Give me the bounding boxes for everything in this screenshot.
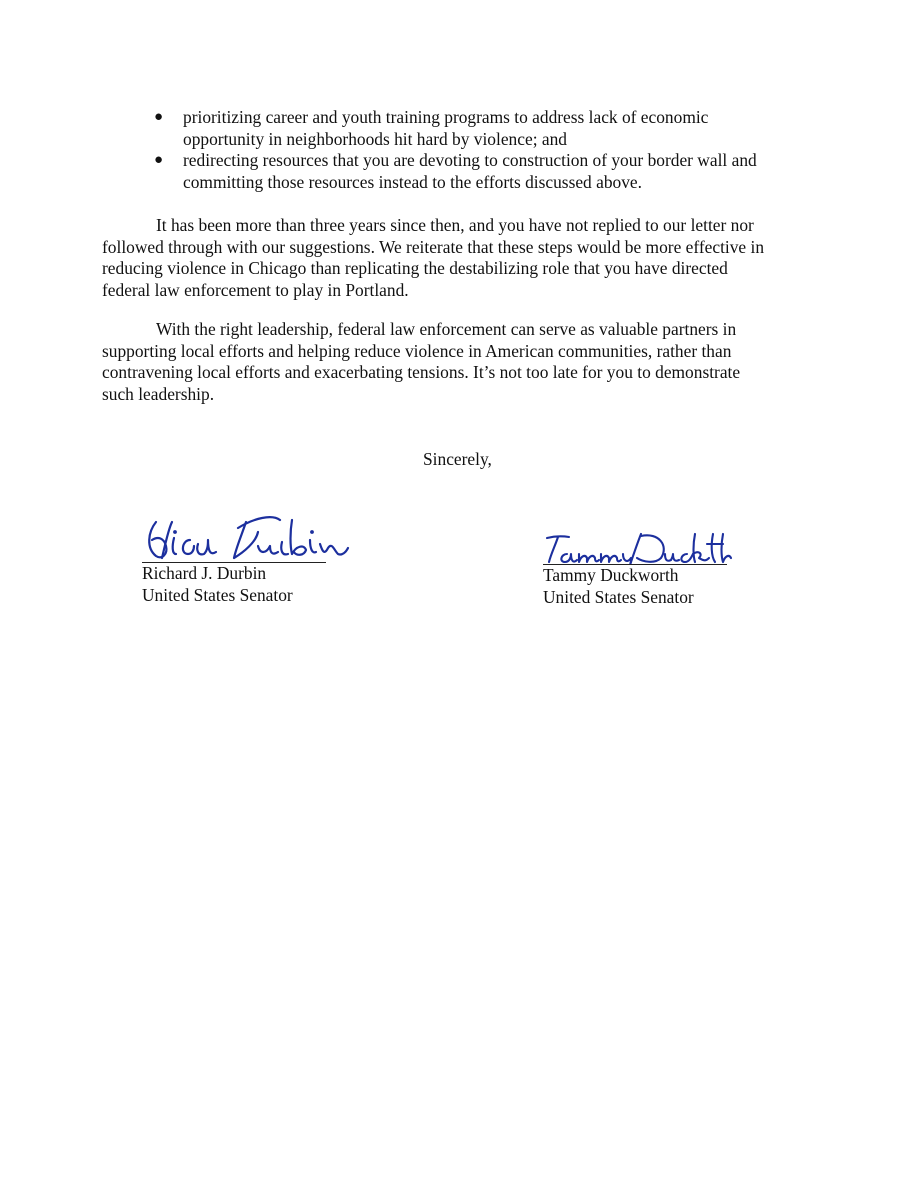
paragraph-line: federal law enforcement to play in Portland. <box>102 279 409 300</box>
signatory-name: Tammy Duckworth <box>543 565 679 585</box>
bullet-line: opportunity in neighborhoods hit hard by violence; and <box>183 128 567 149</box>
signature-block-duckworth <box>543 528 783 608</box>
bullet-line: redirecting resources that you are devoting to construction of your border wall and <box>183 150 757 170</box>
paragraph-line: With the right leadership, federal law enforcement can serve as valuable partners in <box>156 319 737 339</box>
bullet-item <box>148 107 828 150</box>
signatory-title: United States Senator <box>142 584 293 605</box>
bullet-dot-icon: ● <box>154 152 164 168</box>
bullet-line: committing those resources instead to the efforts discussed above. <box>183 171 642 192</box>
body-paragraph <box>102 319 822 405</box>
paragraph-line: supporting local efforts and helping reduce violence in American communities, rather than <box>102 340 732 361</box>
body-paragraph <box>102 215 822 301</box>
signatory-name: Richard J. Durbin <box>142 563 267 583</box>
paragraph-line: such leadership. <box>102 383 215 404</box>
bullet-list <box>148 107 828 193</box>
paragraph-line: followed through with our suggestions. We reiterate that these steps would be more effective in <box>102 236 765 257</box>
paragraph-line: contravening local efforts and exacerbating tensions. It’s not too late for you to demonstrate <box>102 362 741 382</box>
signature-duckworth-image <box>543 528 733 564</box>
bullet-line: prioritizing career and youth training programs to address lack of economic <box>183 107 709 127</box>
signatory-title: United States Senator <box>543 586 694 607</box>
signature-block-durbin <box>142 510 382 606</box>
signature-durbin-image <box>142 510 352 562</box>
bullet-dot-icon: ● <box>154 109 164 125</box>
paragraph-line: reducing violence in Chicago than replicating the destabilizing role that you have directed <box>102 258 728 278</box>
closing-salutation: Sincerely, <box>423 449 492 469</box>
bullet-item <box>148 150 828 193</box>
paragraph-line: It has been more than three years since then, and you have not replied to our letter nor <box>156 215 754 235</box>
